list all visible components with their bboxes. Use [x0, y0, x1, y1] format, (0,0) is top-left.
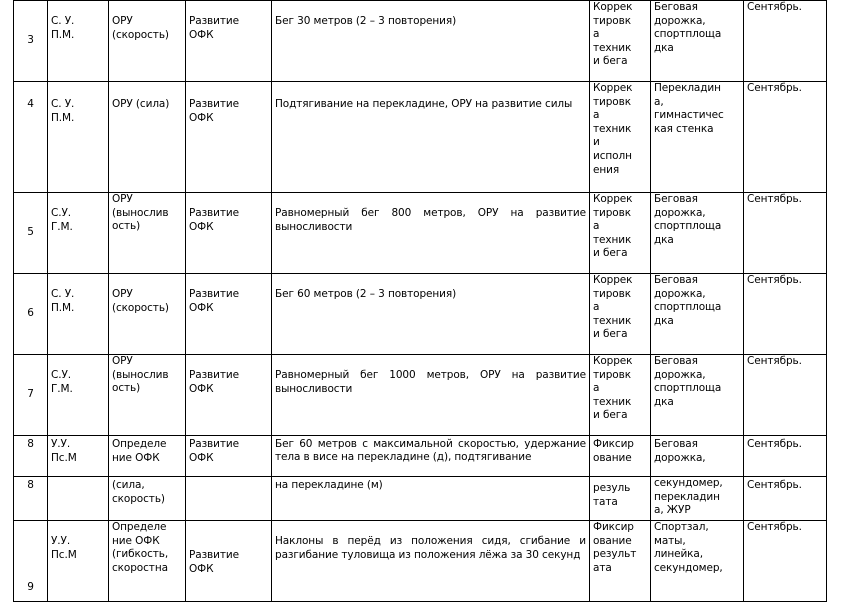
- table-row: [14, 477, 827, 521]
- date-cell: Сентябрь.: [744, 1, 827, 82]
- section-cell: Развитие ОФК: [186, 1, 272, 82]
- row-number: 6: [14, 274, 48, 355]
- section-cell: Развитие ОФК: [186, 274, 272, 355]
- control-cell: Коррек тировк а техник и бега: [590, 1, 651, 82]
- equipment-cell: Беговая дорожка,: [651, 436, 744, 477]
- equipment-cell: Беговая дорожка, спортплоща дка: [651, 274, 744, 355]
- equipment-cell: Беговая дорожка, спортплоща дка: [651, 193, 744, 274]
- type-cell: Определе ние ОФК: [109, 436, 186, 477]
- date-cell: Сентябрь.: [744, 274, 827, 355]
- control-cell: Фиксир ование: [590, 436, 651, 477]
- content-cell: Бег 30 метров (2 – 3 повторения): [272, 1, 590, 82]
- date-cell: Сентябрь.: [744, 193, 827, 274]
- date-cell: Сентябрь.: [744, 82, 827, 193]
- equipment-cell: Спортзал, маты, линейка, секундомер,: [651, 521, 744, 602]
- type-cell: (сила, скорость): [109, 477, 186, 521]
- row-number: 3: [14, 1, 48, 82]
- section-cell: Развитие ОФК: [186, 521, 272, 602]
- row-number: 5: [14, 193, 48, 274]
- section-cell: Развитие ОФК: [186, 193, 272, 274]
- control-cell: Коррек тировк а техник и исполн ения: [590, 82, 651, 193]
- person-cell: С.У. Г.М.: [48, 355, 109, 436]
- person-cell: С. У. П.М.: [48, 1, 109, 82]
- date-cell: Сентябрь.: [744, 355, 827, 436]
- row-number: 8: [14, 477, 48, 521]
- control-cell: Коррек тировк а техник и бега: [590, 355, 651, 436]
- content-cell: Бег 60 метров (2 – 3 повторения): [272, 274, 590, 355]
- table-row: [14, 274, 827, 355]
- control-cell: резуль тата: [590, 477, 651, 521]
- person-cell: У.У. Пс.М: [48, 521, 109, 602]
- table-row: [14, 355, 827, 436]
- content-cell: Наклоны в перёд из положения сидя, сгибание и разгибание туловища из положения лёжа за 30 секунд: [272, 521, 590, 602]
- equipment-cell: Беговая дорожка, спортплоща дка: [651, 355, 744, 436]
- date-cell: Сентябрь.: [744, 477, 827, 521]
- content-cell: Подтягивание на перекладине, ОРУ на развитие силы: [272, 82, 590, 193]
- person-cell: У.У. Пс.М: [48, 436, 109, 477]
- content-cell: на перекладине (м): [272, 477, 590, 521]
- control-cell: Коррек тировк а техник и бега: [590, 193, 651, 274]
- date-cell: Сентябрь.: [744, 436, 827, 477]
- equipment-cell: Перекладин а, гимнастичес кая стенка: [651, 82, 744, 193]
- table-row: [14, 193, 827, 274]
- type-cell: ОРУ (скорость): [109, 1, 186, 82]
- section-cell: Развитие ОФК: [186, 355, 272, 436]
- content-cell: Бег 60 метров с максимальной скоростью, удержание тела в висе на перекладине (д), подтягивание: [272, 436, 590, 477]
- table-row: [14, 521, 827, 602]
- row-number: 8: [14, 436, 48, 477]
- date-cell: Сентябрь.: [744, 521, 827, 602]
- person-cell: С. У. П.М.: [48, 274, 109, 355]
- equipment-cell: Беговая дорожка, спортплоща дка: [651, 1, 744, 82]
- section-cell: [186, 477, 272, 521]
- person-cell: [48, 477, 109, 521]
- type-cell: ОРУ (сила): [109, 82, 186, 193]
- person-cell: С. У. П.М.: [48, 82, 109, 193]
- person-cell: С.У. Г.М.: [48, 193, 109, 274]
- type-cell: ОРУ (скорость): [109, 274, 186, 355]
- content-cell: Равномерный бег 1000 метров, ОРУ на развитие выносливости: [272, 355, 590, 436]
- table-row: [14, 436, 827, 477]
- type-cell: ОРУ (вынослив ость): [109, 355, 186, 436]
- section-cell: Развитие ОФК: [186, 436, 272, 477]
- equipment-cell: секундомер, перекладин а, ЖУР: [651, 477, 744, 521]
- lesson-plan-table: [13, 0, 827, 602]
- content-cell: Равномерный бег 800 метров, ОРУ на развитие выносливости: [272, 193, 590, 274]
- control-cell: Фиксир ование результ ата: [590, 521, 651, 602]
- table-row: [14, 1, 827, 82]
- type-cell: ОРУ (вынослив ость): [109, 193, 186, 274]
- row-number: 7: [14, 355, 48, 436]
- row-number: 9: [14, 521, 48, 602]
- table-row: [14, 82, 827, 193]
- type-cell: Определе ние ОФК (гибкость, скоростна: [109, 521, 186, 602]
- section-cell: Развитие ОФК: [186, 82, 272, 193]
- row-number: 4: [14, 82, 48, 193]
- control-cell: Коррек тировк а техник и бега: [590, 274, 651, 355]
